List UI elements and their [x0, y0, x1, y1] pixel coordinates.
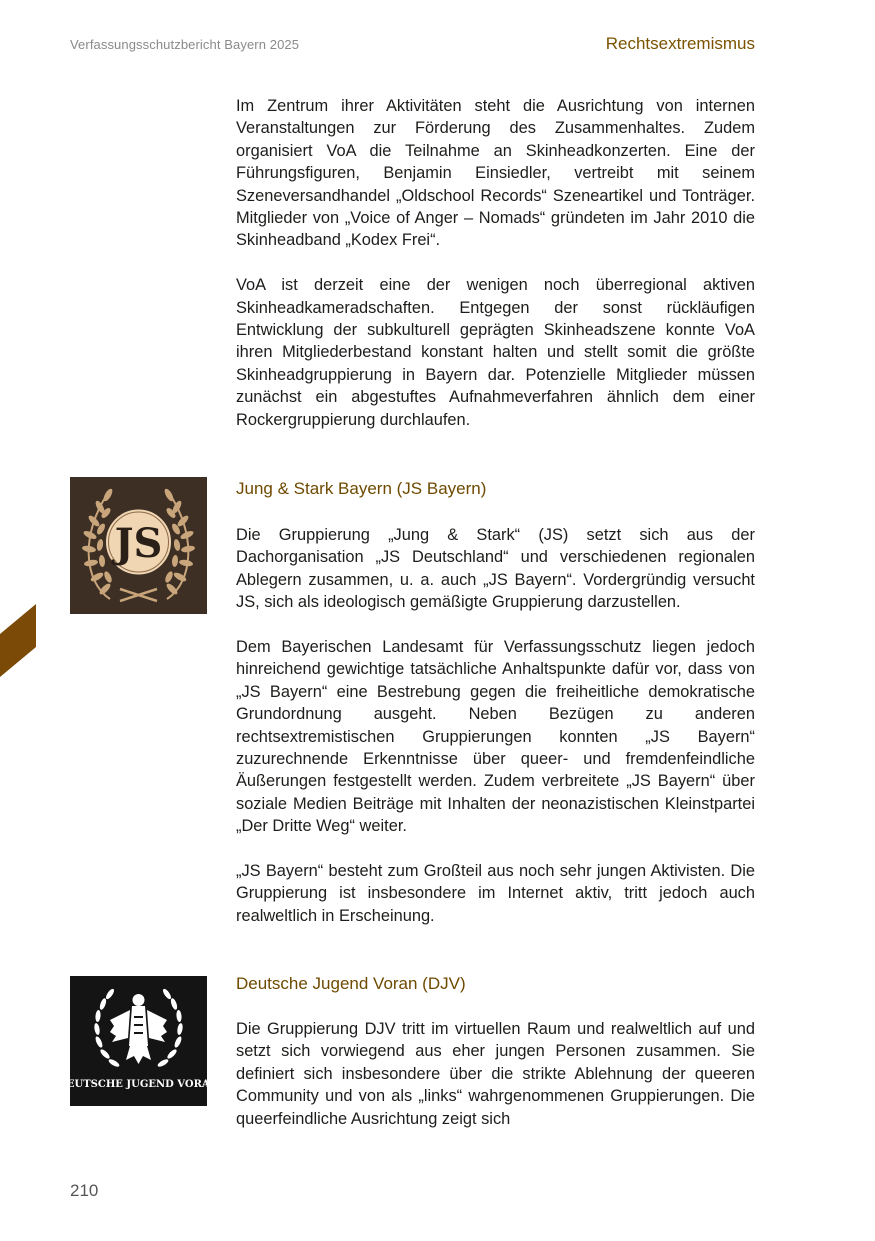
djv-logo: [58, 976, 219, 1106]
chapter-tab-marker: [0, 604, 36, 677]
running-header-chapter: Rechtsextremismus: [605, 34, 755, 53]
intro-paragraph: Im Zentrum ihrer Aktivitäten steht die Ausrichtung von internen Veranstaltungen zur Förderung des Zusammenhaltes. Zudem organisiert VoA die Teilnahme an Skinheadkonzerten. Eine der Führungsfiguren, Benjamin Einsiedler, vertreibt mit seinem Szeneversandhandel „Oldschool Records“ Szeneartikel und Tonträger. Mitglieder von „Voice of Anger – Nomads“ gründeten im Jahr 2010 die Skinheadband „Kodex Frei“.: [236, 97, 755, 250]
section-heading-djv: Deutsche Jugend Voran (DJV): [236, 974, 466, 993]
intro-text-block: [236, 95, 755, 453]
section-heading-js-bayern: Jung & Stark Bayern (JS Bayern): [236, 479, 487, 498]
js-bayern-paragraph: Dem Bayerischen Landesamt für Verfassungsschutz liegen jedoch hinreichend gewichtige tatsächliche Anhaltspunkte dafür vor, dass von „JS Bayern“ eine Bestrebung gegen die freiheitliche demokratische Grundordnung ausgeht. Neben Bezügen zu anderen rechtsextremistischen Gruppierungen konnten „JS Bayern“ zuzurechnende Erkenntnisse über queer- und fremdenfeindliche Äußerungen festgestellt werden. Zudem verbreitete „JS Bayern“ über soziale Medien Beiträge mit Inhalten der neonazistischen Kleinstpartei „Der Dritte Weg“ weiter.: [236, 638, 755, 836]
js-bayern-paragraph: „JS Bayern“ besteht zum Großteil aus noch sehr jungen Aktivisten. Die Gruppierung ist insbesondere im Internet aktiv, tritt jedoch auch realweltlich in Erscheinung.: [236, 862, 755, 925]
djv-logo-lettering: DEUTSCHE JUGEND VORAN: [58, 1079, 219, 1090]
intro-paragraph: VoA ist derzeit eine der wenigen noch überregional aktiven Skinheadkameradschaften. Entgegen der sonst rückläufigen Entwicklung der subkulturell geprägten Skinheadszene konnte VoA ihren Mitgliederbestand konstant halten und stellt somit die größte Skinheadgruppierung in Bayern dar. Potenzielle Mitglieder müssen zunächst ein abgestuftes Aufnahmeverfahren ähnlich dem einer Rockergruppierung durchlaufen.: [236, 276, 755, 429]
running-header-publication: Verfassungsschutzbericht Bayern 2025: [70, 37, 300, 52]
js-bayern-paragraph: Die Gruppierung „Jung & Stark“ (JS) setzt sich aus der Dachorganisation „JS Deutschland“ und verschiedenen regionalen Ablegern zusammen, u. a. auch „JS Bayern“. Vordergründig versucht JS, sich als ideologisch gemäßigte Gruppierung darzustellen.: [236, 526, 755, 612]
djv-text-block: [236, 1018, 755, 1152]
svg-text:JS: JS: [114, 520, 163, 567]
js-bayern-logo: [70, 477, 207, 614]
page-number: 210: [70, 1181, 99, 1200]
js-bayern-text-block: [236, 524, 755, 950]
djv-paragraph: Die Gruppierung DJV tritt im virtuellen Raum und realweltlich auf und setzt sich vorwiegend aus eher jungen Personen zusammen. Sie definiert sich insbesondere über die strikte Ablehnung der queeren Community und von als „links“ wahrgenommenen Gruppierungen. Die queerfeindliche Ausrichtung zeigt sich: [236, 1020, 755, 1128]
